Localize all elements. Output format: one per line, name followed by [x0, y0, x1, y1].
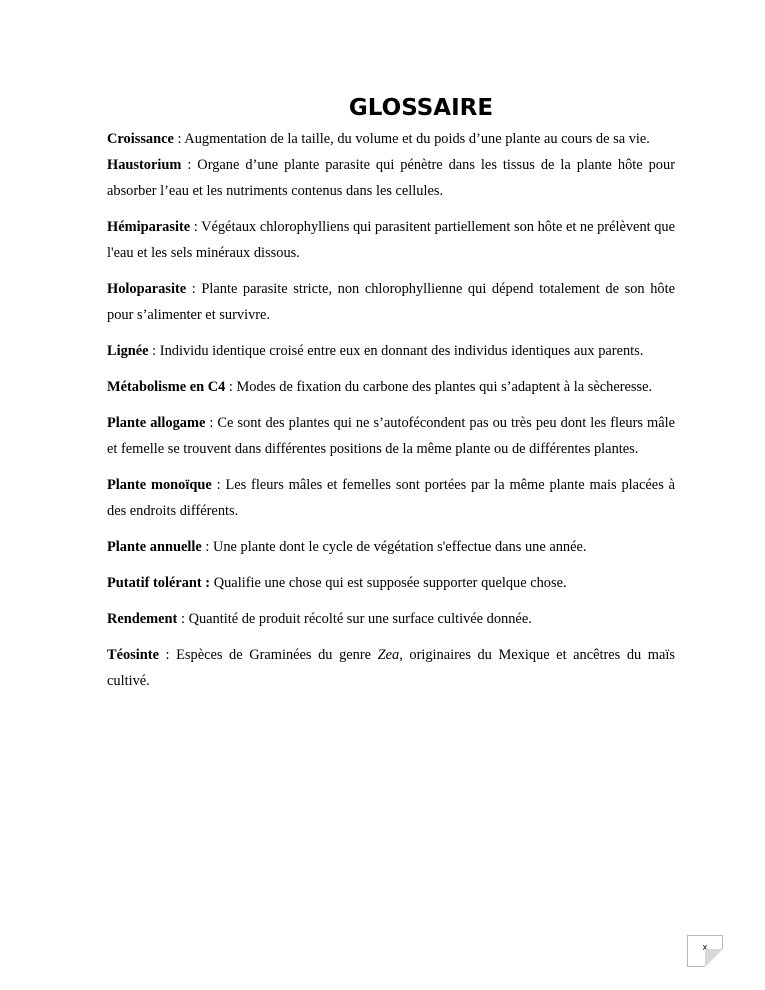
- glossary-definition: Ce sont des plantes qui ne s’autofécondent pas ou très peu dont les fleurs mâle et femelle se trouvent dans différentes positions de la même plante ou de différentes plantes.: [107, 415, 676, 457]
- glossary-separator: :: [173, 131, 185, 147]
- page-number-box: [687, 935, 723, 967]
- glossary-term: Plante allogame: [107, 415, 206, 431]
- glossary-term: Plante monoïque: [107, 477, 212, 493]
- glossary-entry-metabolisme-c4: [107, 374, 675, 400]
- glossary-term: Croissance: [107, 131, 174, 147]
- glossary-definition: Espèces de Graminées du genre: [176, 647, 378, 663]
- glossary-entry-plante-monoique: [107, 472, 675, 524]
- glossary-separator: :: [201, 539, 213, 555]
- glossary-term: Plante annuelle: [107, 539, 202, 555]
- glossary-entry-teosinte: [107, 642, 675, 694]
- glossary-entry-plante-allogame: [107, 410, 675, 462]
- glossary-definition: Les fleurs mâles et femelles sont portées par la même plante mais placées à des endroits différents.: [107, 477, 676, 519]
- glossary-definition: Organe d’une plante parasite qui pénètre dans les tissus de la plante hôte pour absorber l’eau et les nutriments contenus dans les cellules.: [107, 157, 675, 199]
- glossary-entry-plante-annuelle: [107, 534, 675, 560]
- glossary-entry-croissance: [107, 126, 675, 152]
- glossary-definition: Végétaux chlorophylliens qui parasitent partiellement son hôte et ne prélèvent que l'eau et les sels minéraux dissous.: [107, 219, 676, 261]
- glossary-definition: Qualifie une chose qui est supposée supporter quelque chose.: [213, 575, 567, 591]
- glossary-entry-lignee: [107, 338, 675, 364]
- glossary-definition: Individu identique croisé entre eux en donnant des individus identiques aux parents.: [159, 343, 644, 359]
- glossary-separator: :: [190, 219, 202, 235]
- glossary-term: Rendement: [107, 611, 178, 627]
- glossary-term: Téosinte: [107, 647, 159, 663]
- glossary-separator: :: [205, 415, 218, 431]
- glossary-definition: Plante parasite stricte, non chlorophyllienne qui dépend totalement de son hôte pour s’alimenter et survivre.: [107, 281, 675, 323]
- page-fold-corner: [705, 949, 723, 967]
- glossary-entry-rendement: [107, 606, 675, 632]
- glossary-definition: Quantité de produit récolté sur une surface cultivée donnée.: [188, 611, 532, 627]
- glossary-definition: Augmentation de la taille, du volume et du poids d’une plante au cours de sa vie.: [184, 131, 650, 147]
- glossary-separator: :: [177, 611, 189, 627]
- glossary-definition: , originaires du Mexique et ancêtres du maïs cultivé.: [107, 647, 675, 689]
- glossary-definition: Modes de fixation du carbone des plantes qui s’adaptent à la sècheresse.: [236, 379, 653, 395]
- glossary-separator: :: [225, 379, 237, 395]
- glossary-term: Putatif tolérant :: [107, 575, 211, 591]
- page-number: x: [702, 942, 708, 952]
- glossary-term: Lignée: [107, 343, 149, 359]
- glossary-page: [107, 92, 675, 704]
- page-title: GLOSSAIRE: [348, 95, 494, 121]
- glossary-separator: :: [148, 343, 160, 359]
- glossary-definition: Une plante dont le cycle de végétation s'effectue dans une année.: [212, 539, 587, 555]
- glossary-term: Holoparasite: [107, 281, 187, 297]
- glossary-entry-haustorium: [107, 152, 675, 204]
- glossary-separator: :: [211, 477, 226, 493]
- glossary-definition-italic: Zea: [377, 647, 400, 663]
- glossary-separator: :: [158, 647, 177, 663]
- glossary-entry-putatif-tolerant: [107, 570, 675, 596]
- glossary-entry-holoparasite: [107, 276, 675, 328]
- glossary-term: Métabolisme en C4: [107, 379, 226, 395]
- glossary-separator: :: [186, 281, 202, 297]
- glossary-separator: :: [181, 157, 198, 173]
- glossary-term: Hémiparasite: [107, 219, 191, 235]
- glossary-entry-hemiparasite: [107, 214, 675, 266]
- glossary-term: Haustorium: [107, 157, 182, 173]
